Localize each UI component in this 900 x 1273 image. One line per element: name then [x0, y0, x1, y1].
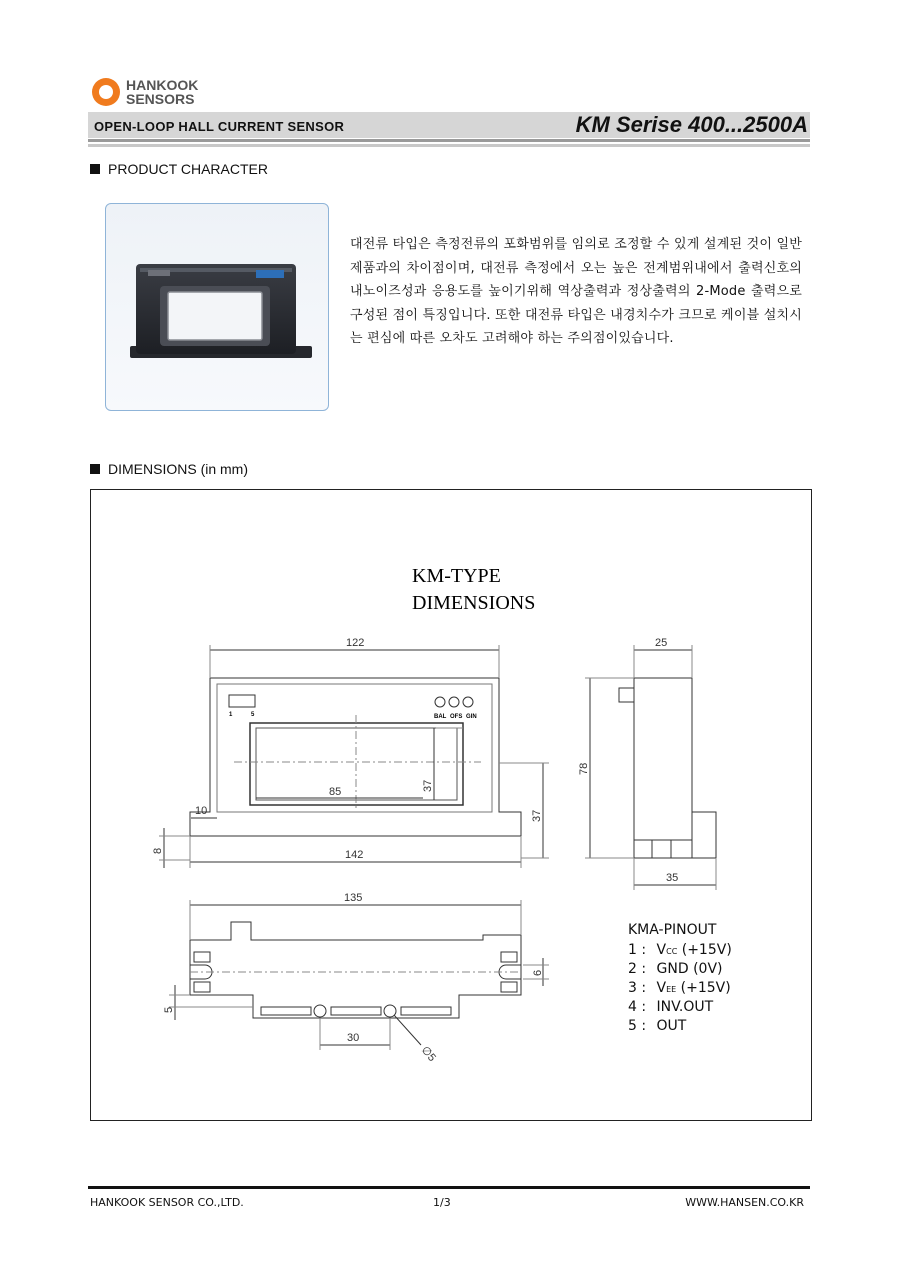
product-photo [105, 203, 329, 411]
bullet-square [90, 464, 100, 474]
dim-30: 30 [347, 1032, 360, 1044]
dim-85: 85 [329, 786, 342, 798]
dim-122: 122 [346, 637, 365, 649]
header-right-title: KM Serise 400...2500A [575, 112, 808, 137]
pinout-title: KMA-PINOUT [628, 922, 717, 938]
dim-5: 5 [163, 1006, 175, 1013]
logo-line1: HANKOOK [126, 77, 199, 93]
pinout-row-1: 1 : VCC (+15V) [628, 942, 732, 958]
product-description: 대전류 타입은 측정전류의 포화범위를 임의로 조정할 수 있게 설계된 것이 일반제품과의 차이점이며, 대전류 측정에서 오는 높은 전계범위내에서 출력신호의 내노이즈성과 응용도를 높이기위해 역상출력과 정상출력의 2-Mode 출력으로 구성된 점이 특징입니다. 또한 대전류 타입은 내경치수가 크므로 케이블 설치시는 편심에 따른 오차도 고려해야 하는 주의점이있습니다. [350, 237, 802, 346]
dim-10: 10 [195, 805, 208, 817]
trim-ofs-label: OFS [450, 714, 463, 720]
connector-pin5-label: 5 [251, 712, 255, 718]
bullet-square [90, 164, 100, 174]
pinout-row-4: 4 : INV.OUT [628, 999, 714, 1015]
logo-dot [99, 85, 113, 99]
dim-6: 6 [532, 969, 544, 976]
dim-37-base: 37 [531, 809, 543, 822]
dim-35: 35 [666, 872, 679, 884]
logo-mark [92, 78, 120, 106]
connector-pin1-label: 1 [229, 712, 233, 718]
trim-gin-label: GIN [466, 714, 477, 720]
section-dimensions [90, 461, 248, 477]
footer-company: HANKOOK SENSOR CO.,LTD. [90, 1196, 244, 1209]
pinout-row-2: 2 : GND (0V) [628, 961, 723, 977]
dim-phi5: ∅5 [418, 1044, 438, 1064]
sensor-image [106, 204, 328, 410]
section-title: DIMENSIONS (in mm) [108, 461, 248, 477]
drawing-title-line1: KM-TYPE [412, 565, 501, 587]
section-product-character [90, 161, 268, 177]
drawing-title-line2: DIMENSIONS [412, 592, 536, 614]
dim-78: 78 [578, 762, 590, 775]
dim-37-window: 37 [422, 779, 434, 792]
trim-bal-label: BAL [434, 714, 447, 720]
pinout-row-5: 5 : OUT [628, 1018, 687, 1034]
section-title: PRODUCT CHARACTER [108, 161, 268, 177]
dimension-drawing [91, 490, 811, 1120]
dimension-drawing-frame [90, 489, 812, 1121]
header-rule-light [88, 144, 810, 147]
logo-line2: SENSORS [126, 91, 195, 107]
dim-135: 135 [344, 892, 363, 904]
logo [126, 78, 198, 106]
footer-page-number: 1/3 [433, 1196, 451, 1209]
dim-142: 142 [345, 849, 364, 861]
pinout-row-3: 3 : VEE (+15V) [628, 980, 731, 996]
dim-25: 25 [655, 637, 668, 649]
footer-rule [88, 1186, 810, 1189]
dim-8: 8 [152, 847, 164, 854]
header-left-title: OPEN-LOOP HALL CURRENT SENSOR [94, 119, 345, 134]
header-rule [88, 139, 810, 142]
footer-url: WWW.HANSEN.CO.KR [685, 1196, 804, 1209]
